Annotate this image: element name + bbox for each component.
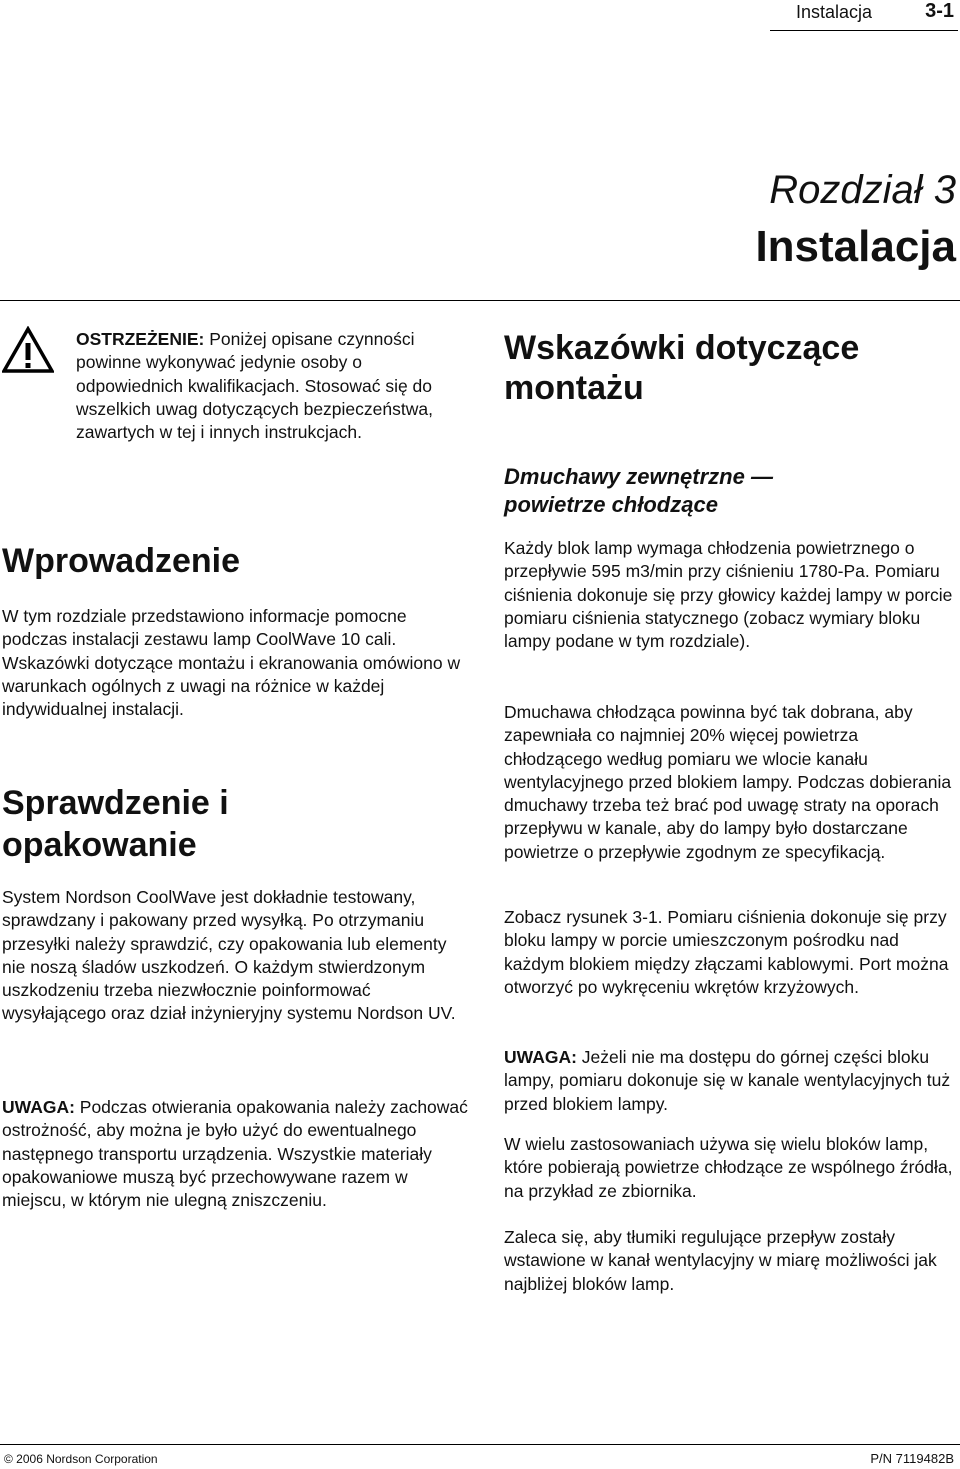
warning-text xyxy=(76,328,446,444)
warning-body: Poniżej opisane czynności powinne wykonywać jedynie osoby o odpowiednich kwalifikacjach. Stosować się do wszelkich uwag dotyczących bezpieczeństwa, zawartych w tej i innych instrukcjach. xyxy=(76,329,433,443)
footer-copyright: © 2006 Nordson Corporation xyxy=(4,1452,158,1466)
note-label: UWAGA: xyxy=(2,1097,75,1117)
blowers-subheading: Dmuchawy zewnętrzne — powietrze chłodzące xyxy=(504,464,773,517)
page-number: 3-1 xyxy=(925,0,954,22)
chapter-title: Instalacja xyxy=(755,222,956,271)
note-body: Jeżeli nie ma dostępu do górnej części bloku lampy, pomiaru dokonuje się w kanale wentylacyjnych tuż przed blokiem lampy. xyxy=(504,1047,951,1114)
header-rule xyxy=(770,30,958,31)
duct-measurement-note xyxy=(504,1046,954,1116)
warning-label: OSTRZEŻENIE: xyxy=(76,329,205,349)
footer-rule xyxy=(0,1444,960,1445)
mounting-heading: Wskazówki dotyczące montażu xyxy=(504,329,860,407)
note-body: Podczas otwierania opakowania należy zachować ostrożność, aby można je było użyć do ewentualnego następnego transportu urządzenia. Wszystkie materiały opakowaniowe muszą być przechowywane razem w miejscu, w którym nie ulegną zniszczeniu. xyxy=(2,1097,468,1211)
running-header-title: Instalacja xyxy=(795,2,872,22)
chapter-label: Rozdział 3 xyxy=(769,168,956,212)
footer-part-number: P/N 7119482B xyxy=(870,1451,954,1466)
inspection-heading: Sprawdzenie i opakowanie xyxy=(2,784,229,864)
inspection-paragraph: System Nordson CoolWave jest dokładnie testowany, sprawdzany i pakowany przed wysyłką. Po otrzymaniu przesyłki należy sprawdzić, czy opakowania lub elementy nie noszą śladów uszkodzeń. O każdym stwierdzonym uszkodzeniu trzeba niezwłocznie poinformować wysyłającego oraz dział inżynieryjny systemu Nordson UV. xyxy=(2,887,456,1024)
intro-heading: Wprowadzenie xyxy=(2,542,241,580)
warning-triangle-icon xyxy=(2,326,54,374)
shared-source-paragraph: W wielu zastosowaniach używa się wielu bloków lamp, które pobierają powietrze chłodzące ze wspólnego źródła, na przykład ze zbiornika. xyxy=(504,1134,953,1201)
chapter-rule xyxy=(0,300,960,301)
blower-selection-paragraph: Dmuchawa chłodząca powinna być tak dobrana, aby zapewniała co najmniej 20% więcej powietrza chłodzącego według pomiaru we wlocie kanału wentylacyjnego przed blokiem lampy. Podczas dobierania dmuchawy trzeba też brać pod uwagę straty na oporach przepływu w kanale, aby do lampy było dostarczane powietrze o przepływie zgodnym ze specyfikacją. xyxy=(504,702,952,862)
cooling-air-paragraph: Każdy blok lamp wymaga chłodzenia powietrznego o przepływie 595 m3/min przy ciśnieniu 1780-Pa. Pomiaru ciśnienia dokonuje się przy głowicy każdej lampy w porcie pomiaru ciśnienia statycznego (zobacz wymiary bloku lampy podane w tym rozdziale). xyxy=(504,538,953,652)
intro-paragraph: W tym rozdziale przedstawiono informacje pomocne podczas instalacji zestawu lamp CoolWave 10 cali. Wskazówki dotyczące montażu i ekranowania omówiono w warunkach ogólnych z uwagi na różnice w każdej indywidualnej instalacji. xyxy=(2,606,461,720)
packaging-note xyxy=(2,1096,472,1212)
note-label: UWAGA: xyxy=(504,1047,577,1067)
pressure-port-paragraph: Zobacz rysunek 3-1. Pomiaru ciśnienia dokonuje się przy bloku lampy w porcie umieszczonym pośrodku nad każdym blokiem między złączami kablowymi. Port można otworzyć po wykręceniu wkrętów krzyżowych. xyxy=(504,907,949,997)
dampers-paragraph: Zaleca się, aby tłumiki regulujące przepływ zostały wstawione w kanał wentylacyjny w miarę możliwości jak najbliżej bloków lamp. xyxy=(504,1227,937,1294)
